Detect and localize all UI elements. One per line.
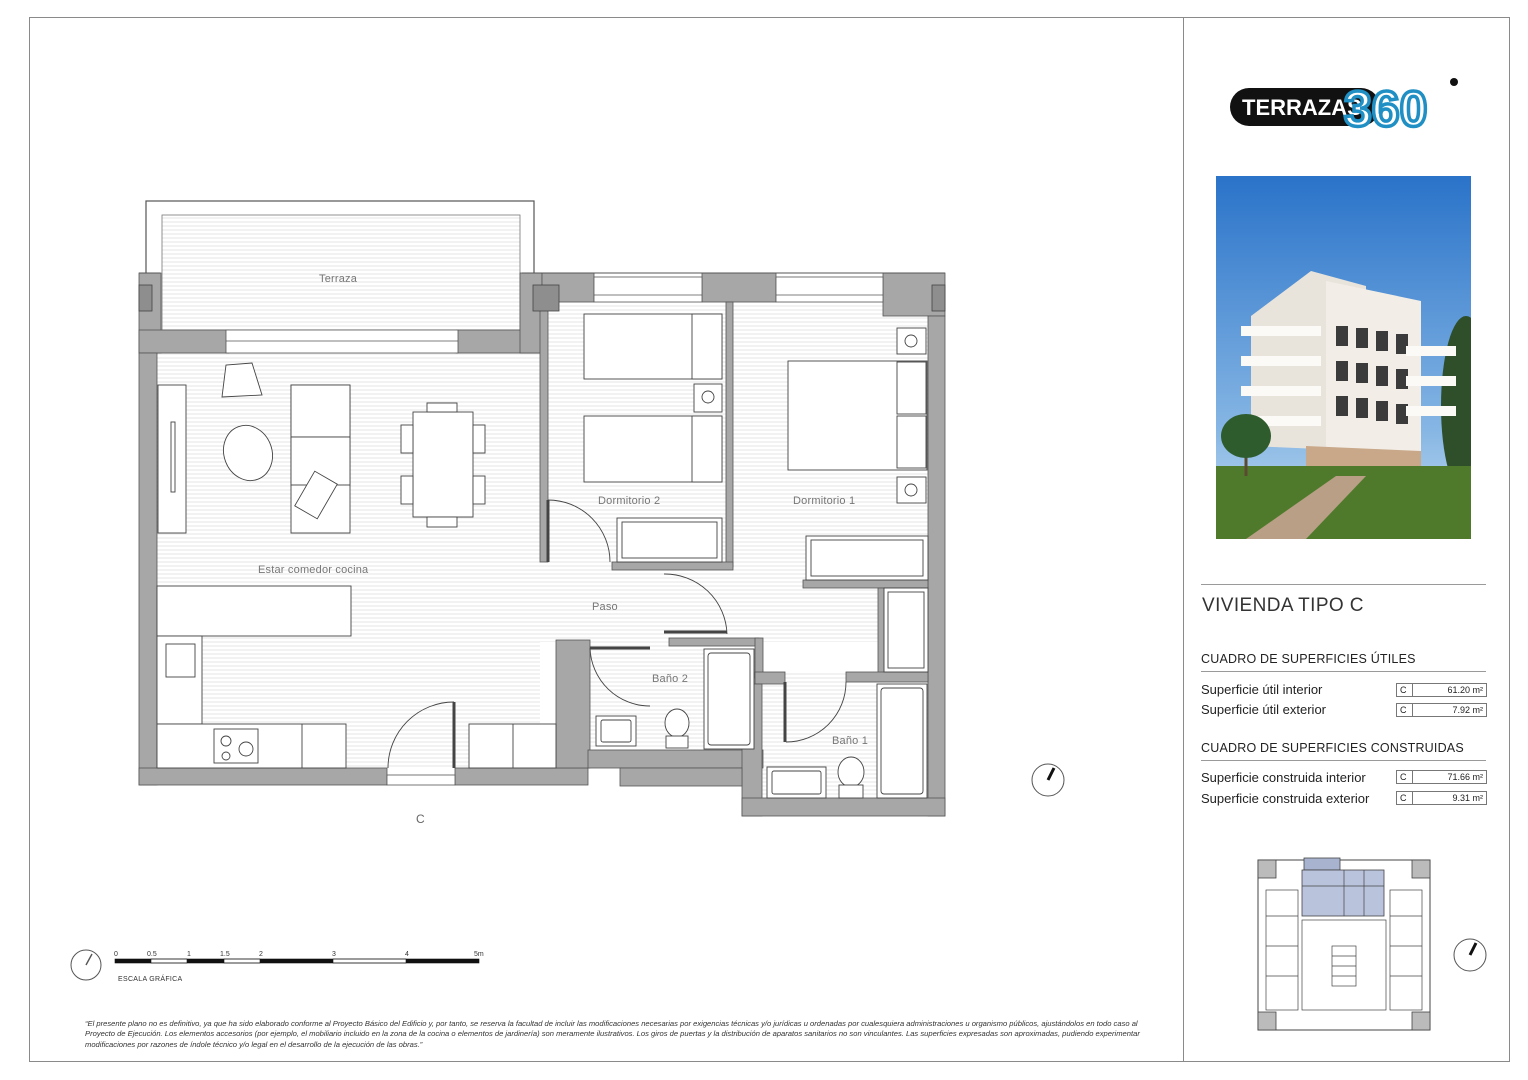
key-plan-image bbox=[1254, 856, 1434, 1034]
scale-tick: 5m bbox=[474, 951, 484, 958]
room-label-terraza: Terraza bbox=[319, 273, 358, 285]
useful-areas-heading: CUADRO DE SUPERFICIES ÚTILES bbox=[1201, 652, 1416, 666]
area-row-value: 71.66 m² bbox=[1413, 770, 1487, 784]
room-label-estar: Estar comedor cocina bbox=[258, 564, 369, 576]
north-arrow-icon bbox=[1031, 763, 1067, 799]
panel-rule bbox=[1201, 760, 1486, 761]
logo-number: 360 bbox=[1344, 81, 1428, 136]
area-row-value: 9.31 m² bbox=[1413, 791, 1487, 805]
disclaimer-text: “El presente plano no es definitivo, ya que ha sido elaborado conforme al Proyecto Básico del Edificio y, por tanto, se reserva la facultad de incluir las modificaciones necesarias por exigencias técnicas y/o jurídicas u ordenadas por cualesquiera administraciones u organismo públicos, ajustándolos en todo caso al Proyecto de Ejecución. Los elementos accesorios (por ejemplo, el mobiliario incluido en la zona de la cocina o elementos de jardinería) son meramente ilustrativos. Los giros de puertas y la distribución de aparatos sanitarios no son vinculantes. Las superficies expresadas son aproximadas, pudiendo experimentar modificaciones por razones de índole técnico y/o legal en el desarrollo de la ejecución de las obras.” bbox=[85, 1019, 1140, 1049]
area-row-value: 7.92 m² bbox=[1413, 703, 1487, 717]
scale-tick: 0.5 bbox=[147, 951, 157, 958]
scale-label: ESCALA GRÁFICA bbox=[118, 976, 183, 983]
area-row-label: Superficie construida exterior bbox=[1201, 791, 1370, 806]
built-areas-heading: CUADRO DE SUPERFICIES CONSTRUIDAS bbox=[1201, 741, 1464, 755]
scale-tick: 4 bbox=[405, 951, 409, 958]
room-label-dormitorio2: Dormitorio 2 bbox=[598, 495, 661, 507]
north-arrow-panel-icon bbox=[1453, 938, 1489, 974]
unit-type-title: VIVIENDA TIPO C bbox=[1202, 595, 1364, 616]
room-label-bano2: Baño 2 bbox=[652, 673, 689, 685]
area-row-value: 61.20 m² bbox=[1413, 683, 1487, 697]
area-row-type: C bbox=[1396, 683, 1413, 697]
scale-tick: 1 bbox=[187, 951, 191, 958]
north-arrow-small-icon bbox=[70, 949, 104, 983]
scale-tick: 0 bbox=[114, 951, 118, 958]
room-label-dormitorio1: Dormitorio 1 bbox=[793, 495, 856, 507]
panel-rule bbox=[1201, 584, 1486, 585]
panel-divider bbox=[1183, 17, 1184, 1062]
room-label-bano1: Baño 1 bbox=[832, 735, 869, 747]
area-row-label: Superficie útil exterior bbox=[1201, 702, 1326, 717]
area-row-type: C bbox=[1396, 703, 1413, 717]
room-label-paso: Paso bbox=[592, 601, 618, 613]
scale-bar bbox=[114, 958, 489, 966]
scale-tick: 2 bbox=[259, 951, 263, 958]
floor-plan bbox=[60, 180, 1110, 860]
area-row-label: Superficie útil interior bbox=[1201, 682, 1323, 697]
unit-letter: C bbox=[416, 812, 425, 826]
area-row-type: C bbox=[1396, 770, 1413, 784]
area-row-label: Superficie construida interior bbox=[1201, 770, 1366, 785]
logo-word: TERRAZAS bbox=[1242, 95, 1362, 120]
scale-tick: 3 bbox=[332, 951, 336, 958]
building-render-image bbox=[1216, 176, 1471, 539]
panel-rule bbox=[1201, 671, 1486, 672]
terrazas-360-logo bbox=[1228, 76, 1468, 136]
area-row-type: C bbox=[1396, 791, 1413, 805]
scale-tick: 1.5 bbox=[220, 951, 230, 958]
